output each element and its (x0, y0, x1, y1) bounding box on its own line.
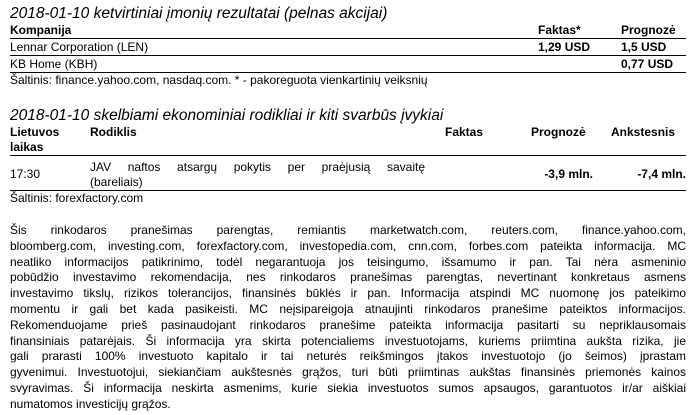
disclaimer-line: numatomos investicijų grąžos. (10, 396, 171, 411)
disclaimer-line: neatliko informacijos patikrinimo, todėl negarantuoja jos teisingumo, išsamumo ir pan. Tai nėra asmeninio (10, 254, 686, 269)
disclaimer-line: investavimo tikslų, rizikos tolerancijos, finansinės būklės ir pan. Informacija atspindi MC nuomonę jos pateikimo (10, 286, 686, 301)
earnings-header-company: Kompanija (10, 23, 72, 37)
earnings-row-actual: 1,29 USD (538, 40, 591, 54)
earnings-title: 2018-01-10 ketvirtiniai įmonių rezultatai (pelnas akcijai) (10, 5, 388, 22)
earnings-header-actual: Faktas* (538, 23, 581, 37)
events-source: Šaltinis: forexfactory.com (10, 191, 144, 205)
earnings-row-company: Lennar Corporation (LEN) (10, 40, 149, 54)
disclaimer-line: Rekomenduojame prieš pasinaudojant rinkodaros pranešime pateikta informacija pasitarti su nepriklausomais (10, 317, 686, 332)
events-header-time-line1: Lietuvos (10, 125, 60, 139)
earnings-row-forecast: 1,5 USD (621, 40, 667, 54)
events-header-previous: Ankstesnis (611, 125, 676, 139)
disclaimer-line: svyravimas. Ši informacija neskirta asmenims, kurie siekia investuotos sumos apsaugos, garantuotos ir/ar aiškiai (10, 380, 686, 395)
earnings-row-divider (10, 55, 686, 56)
earnings-header-divider (10, 38, 686, 39)
disclaimer-line: bloomberg.com, investing.com, forexfactory.com, investopedia.com, cnn.com, forbes.com pateikta informacija. MC (10, 238, 686, 253)
disclaimer-paragraph (10, 223, 686, 413)
events-header-divider (10, 155, 686, 156)
events-header-indicator: Rodiklis (90, 125, 137, 139)
events-header-time-line2: laikas (10, 140, 44, 154)
disclaimer-line: Šis rinkodaros pranešimas parengtas, remiantis marketwatch.com, reuters.com, finance.yahoo.com, (10, 223, 686, 237)
disclaimer-line: gali prarasti 100% investuoto kapitalo ir tai neturės reikšmingos įtakos investuotojo (jo šeimos) įprastam (10, 349, 686, 364)
events-row-forecast: -3,9 mln. (544, 167, 593, 181)
earnings-row-forecast: 0,77 USD (621, 57, 674, 71)
disclaimer-line: momentu ir gali bet kada pasikeisti. MC neįsipareigoja atnaujinti rinkodaros pranešime pateiktos informacijos. (10, 301, 686, 316)
events-header-actual: Faktas (445, 125, 484, 139)
events-row-time: 17:30 (10, 167, 41, 181)
disclaimer-line: pobūdžio investavimo rekomendacija, nes rinkodaros pranešimas parengtas, nevertinant konkretaus asmens (10, 270, 686, 285)
events-row-indicator-line1: JAV naftos atsargų pokytis per praėjusią savaitę (90, 160, 425, 174)
earnings-source: Šaltinis: finance.yahoo.com, nasdaq.com. * - pakoreguota vienkartinių veiksnių (10, 73, 428, 87)
earnings-header-forecast: Prognozė (621, 23, 676, 37)
events-row-indicator-line2: (bareliais) (90, 175, 143, 189)
events-row-previous: -7,4 mln. (637, 167, 686, 181)
events-header-forecast: Prognozė (531, 125, 586, 139)
earnings-row-company: KB Home (KBH) (10, 57, 98, 71)
disclaimer-line: gyvenimui. Investuotojui, siekiančiam aukštesnės grąžos, turi būti priimtinas aukštas finansinės priemonės kainos (10, 365, 686, 380)
events-title: 2018-01-10 skelbiami ekonominiai rodikliai ir kiti svarbūs įvykiai (10, 107, 444, 124)
disclaimer-line: finansiniais patarėjais. Ši informacija yra skirta potencialiems investuotojams, kuriems priimtina aukšta rizika, jie (10, 333, 686, 348)
